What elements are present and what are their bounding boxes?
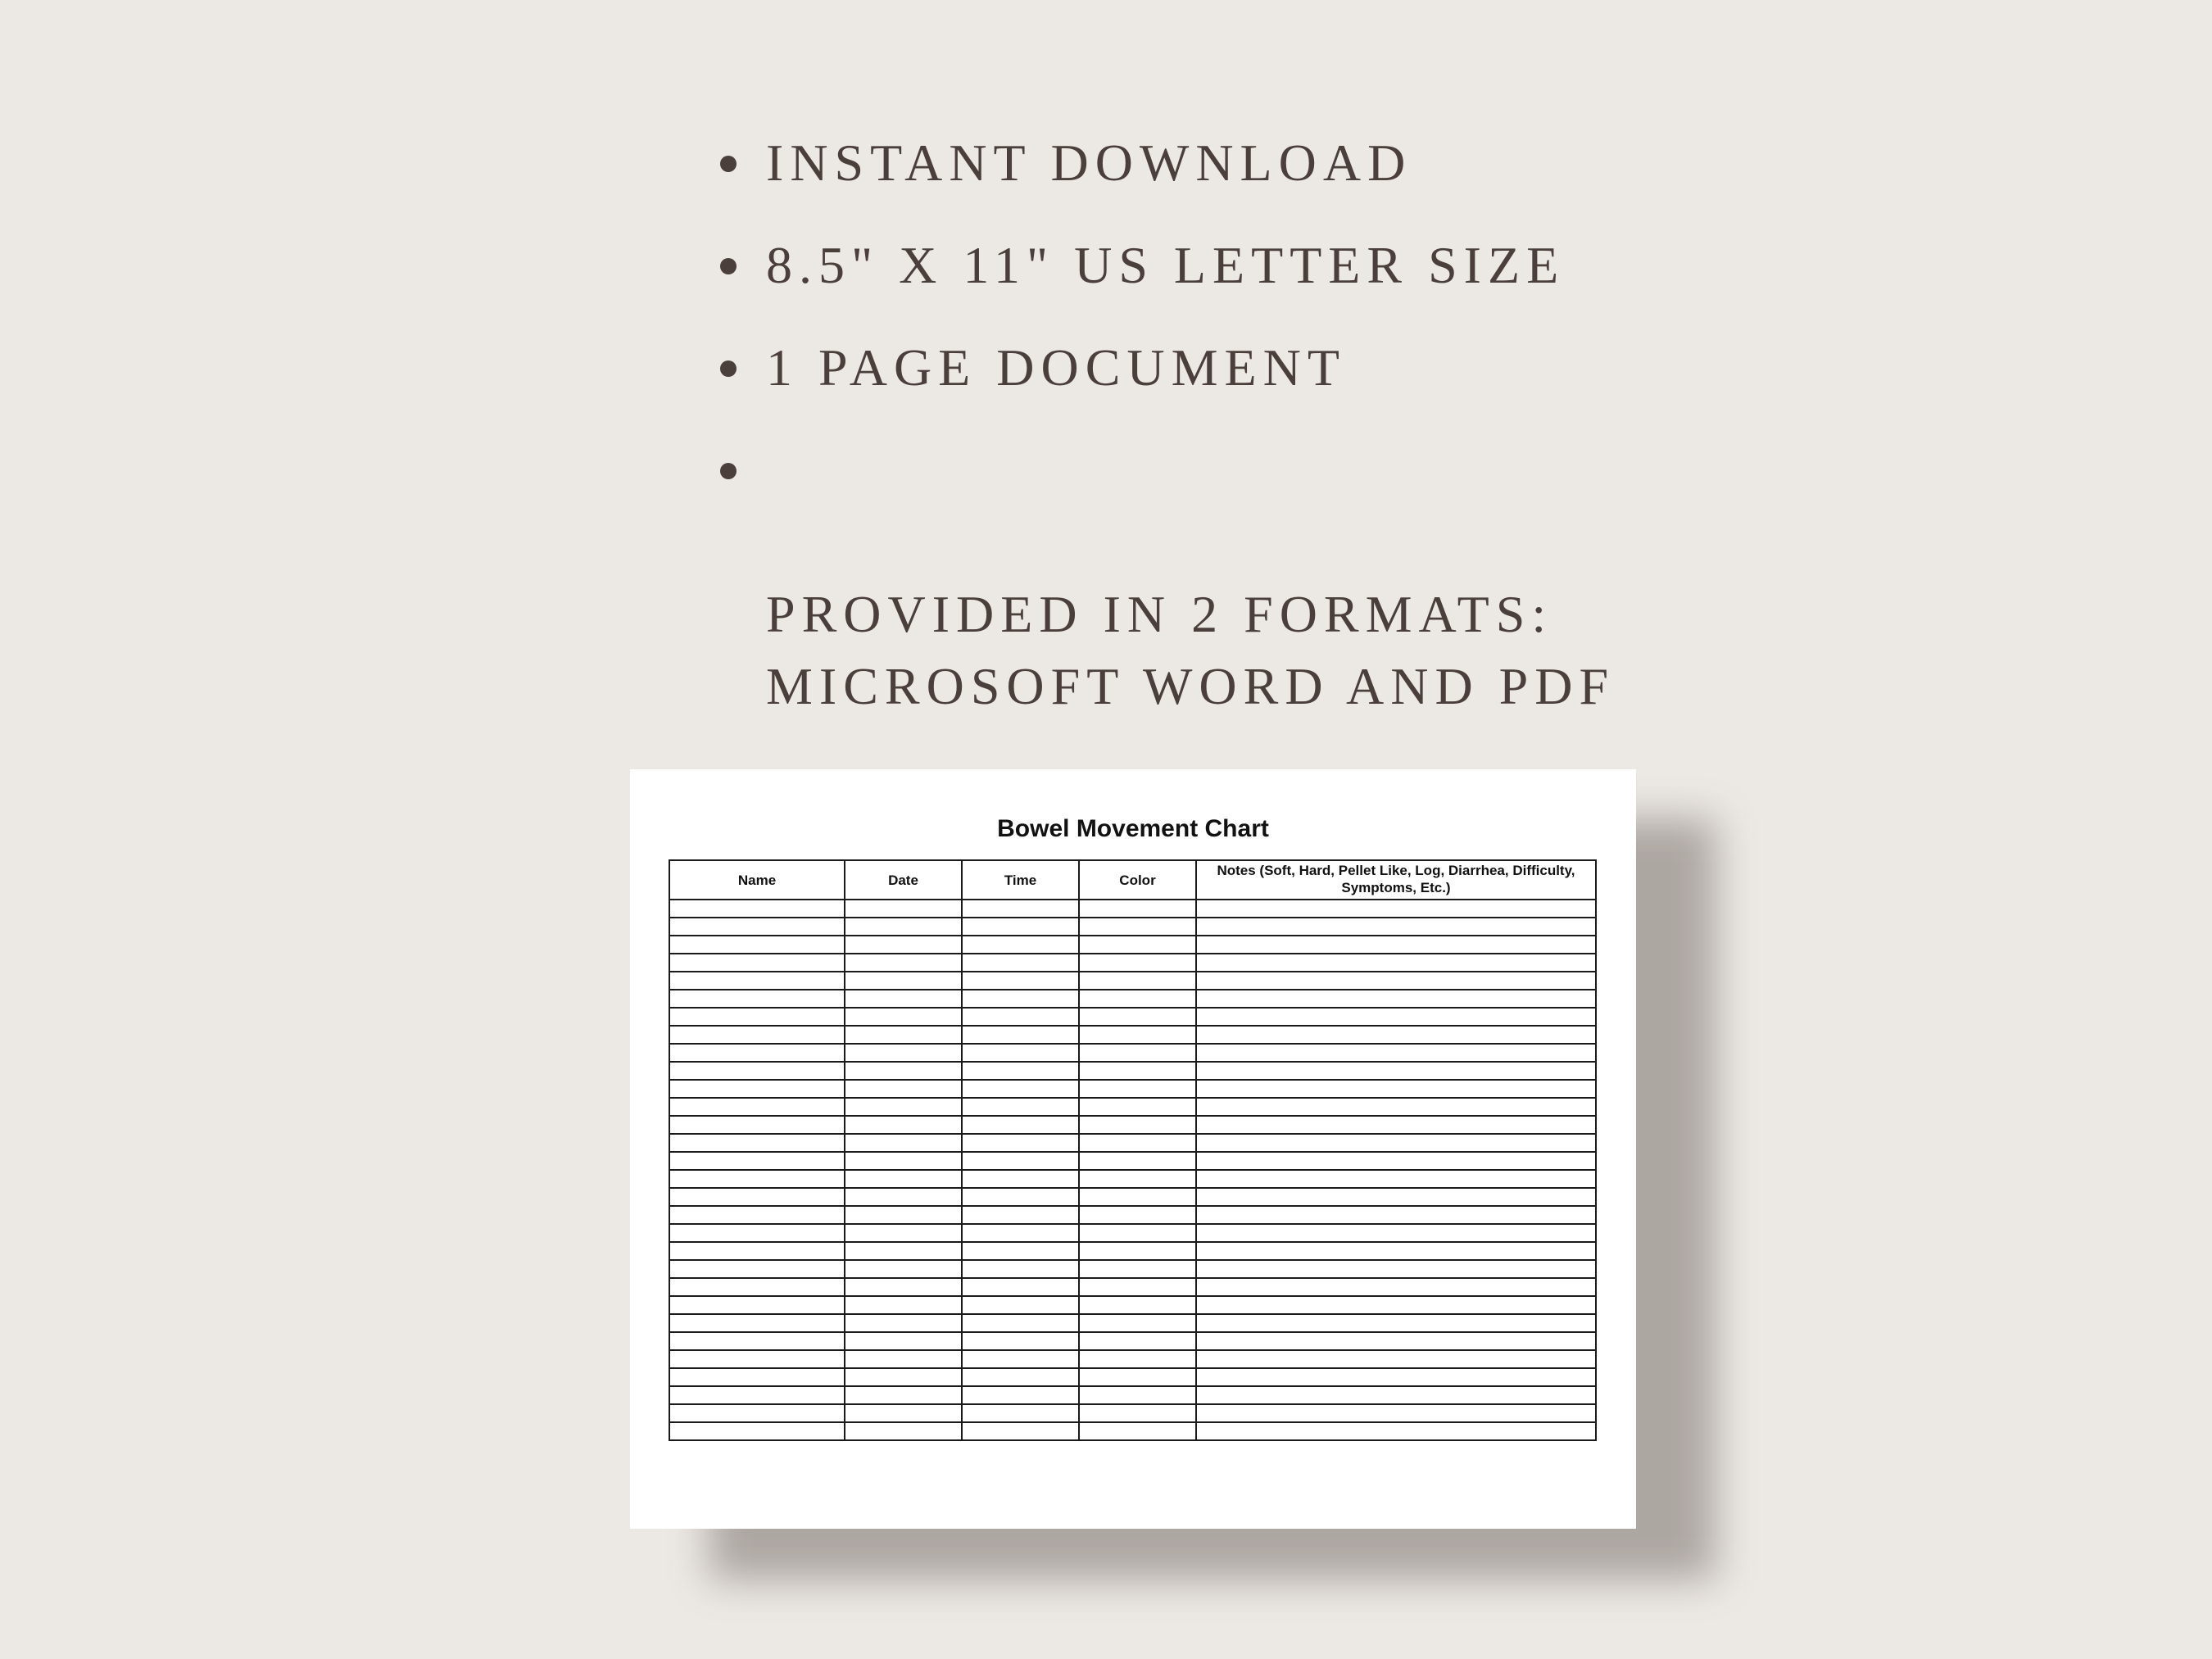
table-cell: [1079, 1098, 1196, 1116]
table-cell: [1196, 1404, 1596, 1422]
table-cell: [1196, 990, 1596, 1008]
table-cell: [1196, 972, 1596, 990]
table-cell: [1079, 1026, 1196, 1044]
table-row: [669, 1026, 1596, 1044]
table-cell: [1196, 1170, 1596, 1188]
table-cell: [669, 1008, 845, 1026]
table-cell: [845, 1386, 962, 1404]
table-cell: [669, 1386, 845, 1404]
table-cell: [1196, 1008, 1596, 1026]
table-cell: [1196, 1332, 1596, 1350]
table-cell: [1079, 1134, 1196, 1152]
table-cell: [1196, 1386, 1596, 1404]
table-cell: [845, 1314, 962, 1332]
feature-text: 8.5" X 11" US LETTER SIZE: [766, 236, 1566, 294]
table-cell: [1079, 1368, 1196, 1386]
table-row: [669, 1116, 1596, 1134]
feature-page-count: [717, 332, 1782, 404]
table-cell: [1079, 1188, 1196, 1206]
table-cell: [1079, 1314, 1196, 1332]
table-cell: [669, 1260, 845, 1278]
table-row: [669, 936, 1596, 954]
table-cell: [962, 1098, 1079, 1116]
table-cell: [845, 1422, 962, 1440]
table-cell: [845, 918, 962, 936]
table-cell: [1196, 954, 1596, 972]
table-cell: [1079, 1224, 1196, 1242]
table-cell: [669, 1332, 845, 1350]
table-header-row: [669, 860, 1596, 900]
table-cell: [962, 1332, 1079, 1350]
bullet-icon: [720, 156, 737, 172]
table-cell: [962, 1386, 1079, 1404]
table-row: [669, 1260, 1596, 1278]
table-cell: [669, 1044, 845, 1062]
table-cell: [1196, 1062, 1596, 1080]
table-row: [669, 1422, 1596, 1440]
table-cell: [1079, 1350, 1196, 1368]
table-cell: [962, 936, 1079, 954]
table-cell: [1079, 1206, 1196, 1224]
table-cell: [1196, 1044, 1596, 1062]
table-row: [669, 1098, 1596, 1116]
table-cell: [1079, 1044, 1196, 1062]
table-cell: [845, 1368, 962, 1386]
table-cell: [1079, 936, 1196, 954]
table-cell: [962, 1206, 1079, 1224]
table-cell: [669, 1188, 845, 1206]
table-cell: [962, 954, 1079, 972]
table-cell: [962, 1134, 1079, 1152]
table-cell: [962, 1278, 1079, 1296]
table-cell: [669, 1422, 845, 1440]
table-cell: [1196, 1152, 1596, 1170]
table-row: [669, 1080, 1596, 1098]
table-cell: [845, 1134, 962, 1152]
feature-text: PROVIDED IN 2 FORMATS: MICROSOFT WORD AND PDF: [766, 585, 1616, 715]
table-cell: [1079, 1278, 1196, 1296]
table-cell: [1196, 900, 1596, 918]
table-cell: [669, 1026, 845, 1044]
table-row: [669, 1278, 1596, 1296]
table-row: [669, 1170, 1596, 1188]
chart-title: Bowel Movement Chart: [997, 815, 1269, 842]
table-row: [669, 1368, 1596, 1386]
bowel-movement-table: [669, 859, 1597, 1441]
table-cell: [1196, 918, 1596, 936]
table-cell: [1079, 1296, 1196, 1314]
table-row: [669, 1062, 1596, 1080]
table-cell: [962, 1242, 1079, 1260]
table-cell: [1079, 1386, 1196, 1404]
table-row: [669, 1332, 1596, 1350]
table-cell: [845, 1206, 962, 1224]
table-row: [669, 900, 1596, 918]
feature-instant-download: [717, 127, 1782, 199]
table-row: [669, 972, 1596, 990]
table-cell: [962, 918, 1079, 936]
table-cell: [845, 1062, 962, 1080]
table-cell: [1196, 1350, 1596, 1368]
table-cell: [669, 954, 845, 972]
table-cell: [962, 1080, 1079, 1098]
table-cell: [669, 918, 845, 936]
table-cell: [962, 1008, 1079, 1026]
table-cell: [669, 900, 845, 918]
table-cell: [845, 1098, 962, 1116]
table-cell: [1079, 972, 1196, 990]
table-cell: [962, 1350, 1079, 1368]
table-cell: [962, 972, 1079, 990]
column-header-name: Name: [669, 860, 845, 900]
table-row: [669, 1314, 1596, 1332]
table-cell: [1196, 1368, 1596, 1386]
feature-list: [717, 127, 1782, 753]
table-cell: [1196, 1188, 1596, 1206]
table-cell: [1079, 1242, 1196, 1260]
table-cell: [845, 1242, 962, 1260]
table-cell: [962, 1260, 1079, 1278]
table-cell: [962, 1296, 1079, 1314]
table-row: [669, 1134, 1596, 1152]
feature-text: 1 PAGE DOCUMENT: [766, 338, 1346, 397]
table-cell: [962, 1044, 1079, 1062]
table-cell: [1079, 1170, 1196, 1188]
table-row: [669, 1242, 1596, 1260]
table-row: [669, 918, 1596, 936]
table-cell: [1079, 1332, 1196, 1350]
table-cell: [845, 1152, 962, 1170]
table-cell: [962, 1062, 1079, 1080]
table-cell: [1079, 1404, 1196, 1422]
table-cell: [669, 1224, 845, 1242]
table-cell: [1196, 1224, 1596, 1242]
bullet-icon: [720, 360, 737, 377]
table-cell: [669, 1314, 845, 1332]
table-cell: [669, 936, 845, 954]
table-cell: [962, 1170, 1079, 1188]
table-cell: [845, 954, 962, 972]
table-cell: [1079, 1080, 1196, 1098]
table-cell: [845, 936, 962, 954]
table-cell: [1196, 1026, 1596, 1044]
table-cell: [1196, 936, 1596, 954]
table-cell: [1079, 990, 1196, 1008]
bullet-icon: [720, 463, 737, 479]
feature-formats: [717, 434, 1782, 723]
table-row: [669, 1044, 1596, 1062]
feature-letter-size: [717, 229, 1782, 301]
table-cell: [845, 1332, 962, 1350]
table-cell: [845, 1170, 962, 1188]
column-header-color: Color: [1079, 860, 1196, 900]
table-cell: [1196, 1278, 1596, 1296]
table-cell: [1079, 1008, 1196, 1026]
table-cell: [845, 1350, 962, 1368]
table-cell: [669, 972, 845, 990]
table-cell: [1196, 1422, 1596, 1440]
table-cell: [669, 1350, 845, 1368]
table-cell: [669, 1134, 845, 1152]
table-cell: [962, 1404, 1079, 1422]
table-row: [669, 1008, 1596, 1026]
table-cell: [962, 1188, 1079, 1206]
table-cell: [845, 1278, 962, 1296]
table-cell: [669, 1404, 845, 1422]
table-cell: [962, 1116, 1079, 1134]
table-cell: [1079, 1116, 1196, 1134]
table-cell: [962, 1422, 1079, 1440]
table-cell: [962, 1224, 1079, 1242]
table-cell: [962, 1026, 1079, 1044]
table-cell: [845, 1224, 962, 1242]
table-cell: [845, 1296, 962, 1314]
table-cell: [1196, 1134, 1596, 1152]
table-cell: [845, 1026, 962, 1044]
table-cell: [669, 1062, 845, 1080]
table-cell: [1196, 1080, 1596, 1098]
table-cell: [669, 1368, 845, 1386]
table-cell: [962, 990, 1079, 1008]
table-cell: [1079, 1260, 1196, 1278]
table-row: [669, 1206, 1596, 1224]
column-header-time: Time: [962, 860, 1079, 900]
table-cell: [669, 1098, 845, 1116]
table-row: [669, 1152, 1596, 1170]
table-cell: [845, 990, 962, 1008]
table-cell: [845, 1008, 962, 1026]
table-cell: [845, 1044, 962, 1062]
table-cell: [845, 1116, 962, 1134]
chart-preview-sheet: [630, 769, 1636, 1529]
table-cell: [1196, 1296, 1596, 1314]
table-cell: [962, 1368, 1079, 1386]
table-cell: [669, 990, 845, 1008]
table-cell: [669, 1278, 845, 1296]
table-cell: [1079, 954, 1196, 972]
table-row: [669, 1386, 1596, 1404]
bullet-icon: [720, 258, 737, 274]
table-row: [669, 1350, 1596, 1368]
table-cell: [1079, 900, 1196, 918]
table-row: [669, 1296, 1596, 1314]
feature-text: INSTANT DOWNLOAD: [766, 134, 1412, 192]
column-header-date: Date: [845, 860, 962, 900]
column-header-notes: Notes (Soft, Hard, Pellet Like, Log, Diarrhea, Difficulty, Symptoms, Etc.): [1196, 860, 1596, 900]
table-cell: [1079, 1062, 1196, 1080]
table-row: [669, 954, 1596, 972]
table-cell: [962, 900, 1079, 918]
table-cell: [845, 1260, 962, 1278]
table-cell: [669, 1206, 845, 1224]
table-cell: [1079, 918, 1196, 936]
table-cell: [669, 1152, 845, 1170]
table-cell: [1196, 1206, 1596, 1224]
table-row: [669, 1404, 1596, 1422]
table-cell: [845, 900, 962, 918]
table-cell: [845, 1188, 962, 1206]
table-cell: [1196, 1242, 1596, 1260]
table-row: [669, 990, 1596, 1008]
table-cell: [669, 1170, 845, 1188]
table-cell: [1079, 1152, 1196, 1170]
table-cell: [962, 1152, 1079, 1170]
table-cell: [845, 1404, 962, 1422]
table-cell: [1196, 1116, 1596, 1134]
table-row: [669, 1188, 1596, 1206]
table-cell: [669, 1296, 845, 1314]
table-cell: [1196, 1098, 1596, 1116]
table-cell: [1196, 1314, 1596, 1332]
table-cell: [669, 1080, 845, 1098]
table-cell: [845, 972, 962, 990]
table-cell: [962, 1314, 1079, 1332]
table-cell: [1079, 1422, 1196, 1440]
table-cell: [1196, 1260, 1596, 1278]
table-row: [669, 1224, 1596, 1242]
table-cell: [845, 1080, 962, 1098]
table-cell: [669, 1242, 845, 1260]
table-cell: [669, 1116, 845, 1134]
table-body: [669, 900, 1596, 1440]
